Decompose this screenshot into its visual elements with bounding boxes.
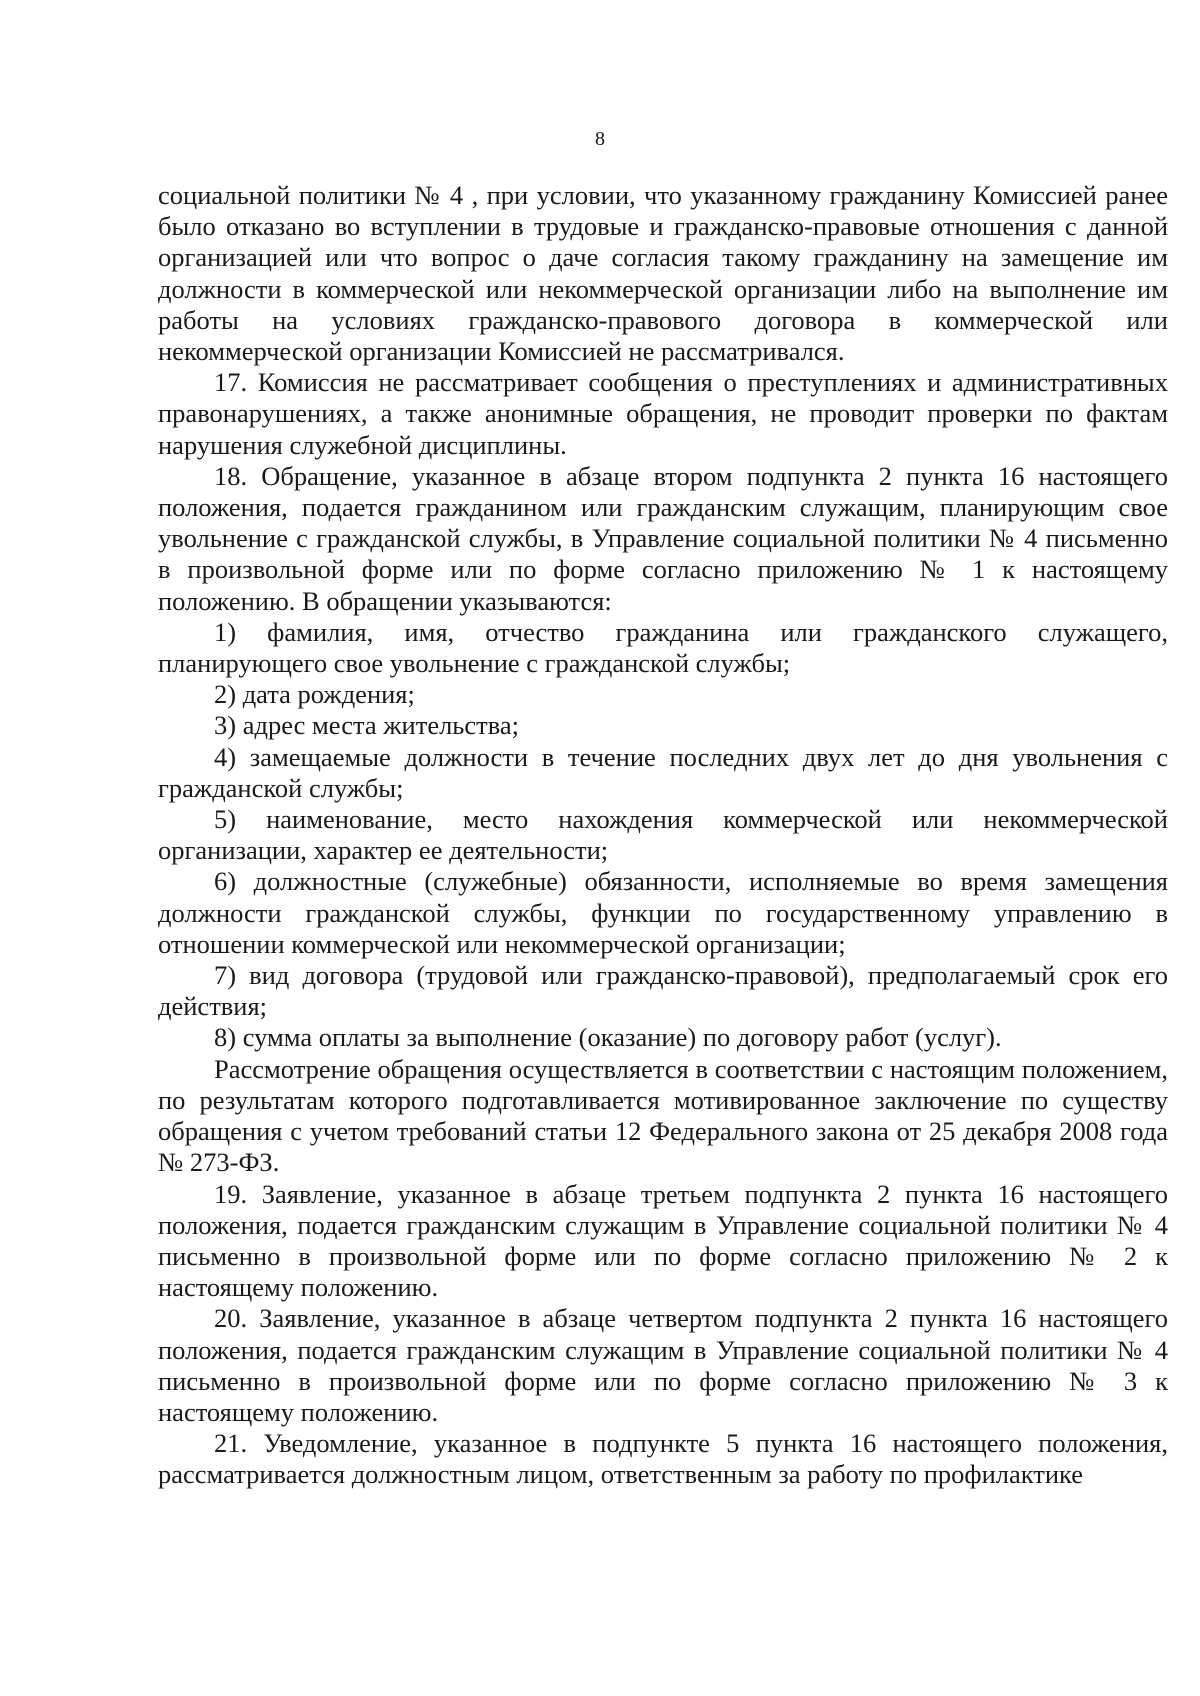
list-item-3: 3) адрес места жительства; (214, 710, 520, 741)
paragraph-18: 18. Обращение, указанное в абзаце втором подпункта 2 пункта 16 настоящего положения, подается гражданином или гражданским служащим, планирующим свое увольнение с гражданской службы, в Управление социальной политики № 4 письменно в произвольной форме или по форме согласно приложению № 1 к настоящему положению. В обращении указываются: (158, 460, 1168, 616)
list-item-4: 4) замещаемые должности в течение последних двух лет до дня увольнения с гражданской службы; (158, 741, 1168, 803)
paragraph-19: 19. Заявление, указанное в абзаце третьем подпункта 2 пункта 16 настоящего положения, подается гражданским служащим в Управление социальной политики № 4 письменно в произвольной форме или по форме согласно приложению № 2 к настоящему положению. (158, 1178, 1168, 1303)
paragraph-20: 20. Заявление, указанное в абзаце четвертом подпункта 2 пункта 16 настоящего положения, подается гражданским служащим в Управление социальной политики № 4 письменно в произвольной форме или по форме согласно приложению № 3 к настоящему положению. (158, 1303, 1168, 1427)
list-item-5: 5) наименование, место нахождения коммерческой или некоммерческой организации, характер ее деятельности; (158, 804, 1168, 866)
paragraph-continuation: социальной политики № 4 , при условии, что указанному гражданину Комиссией ранее было отказано во вступлении в трудовые и гражданско-правовые отношения с данной организацией или что вопрос о даче согласия такому гражданину на замещение им должности в коммерческой или некоммерческой организации либо на выполнение им работы на условиях гражданско-правового договора в коммерческой или некоммерческой организации Комиссией не рассматривался. (158, 180, 1168, 367)
list-item-2: 2) дата рождения; (214, 679, 415, 710)
list-item-7: 7) вид договора (трудовой или гражданско-правовой), предполагаемый срок его действия; (158, 960, 1168, 1022)
paragraph-21: 21. Уведомление, указанное в подпункте 5 пункта 16 настоящего положения, рассматривается должностным лицом, ответственным за работу по профилактике (158, 1428, 1168, 1490)
list-item-1: 1) фамилия, имя, отчество гражданина или гражданского служащего, планирующего свое увольнение с гражданской службы; (158, 616, 1168, 679)
page-number: 8 (595, 128, 605, 150)
document-body (158, 180, 1168, 1491)
list-item-8: 8) сумма оплаты за выполнение (оказание) по договору работ (услуг). (214, 1022, 1002, 1053)
paragraph-17: 17. Комиссия не рассматривает сообщения о преступлениях и административных правонарушениях, а также анонимные обращения, не проводит проверки по фактам нарушения служебной дисциплины. (158, 367, 1168, 460)
paragraph-review: Рассмотрение обращения осуществляется в соответствии с настоящим положением, по результатам которого подготавливается мотивированное заключение по существу обращения с учетом требований статьи 12 Федерального закона от 25 декабря 2008 года № 273-ФЗ. (158, 1053, 1168, 1178)
list-item-6: 6) должностные (служебные) обязанности, исполняемые во время замещения должности гражданской службы, функции по государственному управлению в отношении коммерческой или некоммерческой организации; (158, 866, 1168, 959)
